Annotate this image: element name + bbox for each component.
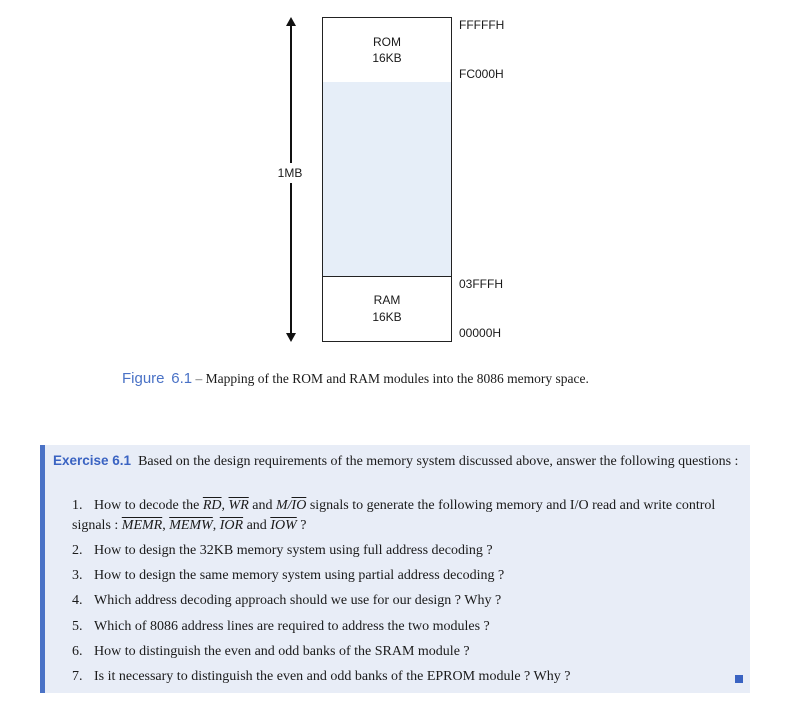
question-3 — [72, 566, 747, 586]
signal-io: $\overline{IO}$ — [291, 498, 307, 513]
question-5 — [72, 617, 747, 637]
question-1 — [72, 496, 747, 536]
exercise-title: Exercise 6.1 — [53, 453, 132, 468]
signal-wr: $\overline{WR}$ — [228, 498, 249, 513]
exercise-intro-text: Based on the design requirements of the memory system discussed above, answer the following questions : — [138, 454, 739, 469]
signal-ior: $\overline{IOR}$ — [219, 518, 244, 533]
rom-top-address: FFFFFH — [459, 18, 505, 32]
q1-text-part: How to decode the — [94, 498, 203, 513]
signal-m: M — [275, 498, 288, 513]
q1-text-part: signals to generate the following memory and I/O read and write control signals : — [72, 498, 716, 533]
signal-memr: MEMR — [121, 518, 163, 533]
ram-size: 16KB — [372, 310, 402, 324]
q1-end: ? — [296, 518, 307, 533]
ram-bottom-address: 00000H — [459, 326, 502, 340]
question-number: 2. — [72, 543, 83, 558]
ram-top-address: 03FFFH — [459, 277, 504, 291]
q1-text-part: and — [248, 498, 276, 513]
question-2 — [72, 541, 747, 561]
figure-label: Figure — [122, 370, 165, 387]
figure-number: 6.1 — [171, 370, 193, 387]
figure-caption — [122, 368, 682, 389]
question-text: Which of 8086 address lines are required to address the two modules ? — [94, 619, 490, 634]
ram-name: RAM — [373, 293, 401, 307]
q1-text-part: and — [243, 518, 271, 533]
signal-iow: $\overline{IOW}$ — [270, 518, 297, 533]
question-text: Is it necessary to distinguish the even and odd banks of the EPROM module ? Why ? — [94, 669, 571, 684]
unused-address-space — [322, 82, 452, 277]
question-number: 4. — [72, 593, 83, 608]
question-text: How to design the 32KB memory system using full address decoding ? — [94, 543, 493, 558]
question-4 — [72, 591, 747, 611]
rom-block — [322, 17, 452, 83]
question-text: How to design the same memory system using partial address decoding ? — [94, 568, 505, 583]
exercise-accent-bar — [40, 445, 45, 693]
question-number: 1. — [72, 498, 83, 513]
rom-name: ROM — [373, 35, 401, 49]
signal-rd: $\overline{RD}$ — [202, 498, 222, 513]
exercise-intro — [53, 451, 745, 472]
question-text: How to distinguish the even and odd banks of the SRAM module ? — [94, 644, 470, 659]
q1-separator: , — [212, 518, 220, 533]
question-6 — [72, 642, 747, 662]
q1-separator: , — [162, 518, 170, 533]
total-size-label: 1MB — [270, 163, 310, 183]
question-number: 6. — [72, 644, 83, 659]
caption-text: Mapping of the ROM and RAM modules into the 8086 memory space. — [205, 371, 589, 386]
question-number: 7. — [72, 669, 83, 684]
question-7 — [72, 667, 747, 687]
arrow-down-icon — [286, 333, 296, 342]
rom-size: 16KB — [372, 51, 402, 65]
rom-bottom-address: FC000H — [459, 67, 504, 81]
question-number: 5. — [72, 619, 83, 634]
ram-block — [322, 276, 452, 342]
end-of-exercise-square-icon — [735, 675, 743, 683]
q1-slash: / — [287, 498, 292, 513]
caption-dash: – — [195, 371, 203, 386]
q1-separator: , — [221, 498, 229, 513]
signal-memw: MEMW — [169, 518, 213, 533]
question-text: Which address decoding approach should we use for our design ? Why ? — [94, 593, 502, 608]
question-number: 3. — [72, 568, 83, 583]
